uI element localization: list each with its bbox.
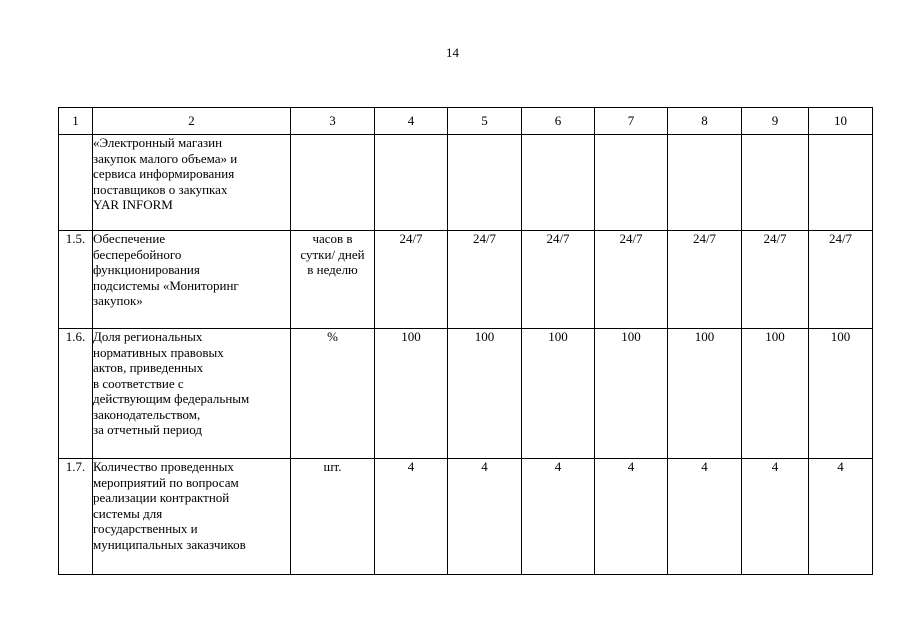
value-cell <box>595 135 668 231</box>
value-cell <box>375 135 448 231</box>
value-cell: 100 <box>809 329 873 459</box>
row-number: 1.6. <box>59 329 93 459</box>
indicator-name-line: YAR INFORM <box>93 197 173 212</box>
column-header: 2 <box>93 108 291 135</box>
indicator-name <box>93 231 291 329</box>
value-cell: 100 <box>375 329 448 459</box>
indicator-name-line: функционирования <box>93 262 200 277</box>
column-header: 9 <box>742 108 809 135</box>
value-cell <box>448 135 522 231</box>
indicator-name-line: поставщиков о закупках <box>93 181 228 197</box>
value-cell: 24/7 <box>522 231 595 329</box>
column-header: 6 <box>522 108 595 135</box>
value-cell: 4 <box>742 459 809 575</box>
indicator-name-line: системы для <box>93 505 163 521</box>
unit-cell <box>291 135 375 231</box>
indicator-name-line: бесперебойного <box>93 246 182 262</box>
value-cell: 4 <box>448 459 522 575</box>
indicator-name-line: «Электронный магазин <box>93 135 223 150</box>
row-number: 1.5. <box>59 231 93 329</box>
row-number: 1.7. <box>59 459 93 575</box>
unit-cell <box>291 459 375 575</box>
value-cell: 4 <box>668 459 742 575</box>
indicator-name <box>93 459 291 575</box>
indicator-name-line: закупок малого объема» и <box>93 150 238 166</box>
column-header: 4 <box>375 108 448 135</box>
indicator-name-line: законодательством, <box>93 406 201 422</box>
indicator-name-line: реализации контрактной <box>93 490 230 505</box>
value-cell <box>809 135 873 231</box>
unit-cell <box>291 231 375 329</box>
unit-cell <box>291 329 375 459</box>
value-cell: 4 <box>375 459 448 575</box>
column-header: 5 <box>448 108 522 135</box>
indicator-name-line: нормативных правовых <box>93 344 224 360</box>
column-header: 3 <box>291 108 375 135</box>
indicator-name-line: Доля региональных <box>93 329 203 344</box>
value-cell: 24/7 <box>742 231 809 329</box>
unit-line: часов в <box>312 231 353 246</box>
value-cell: 4 <box>809 459 873 575</box>
table-row <box>59 231 873 329</box>
value-cell: 24/7 <box>448 231 522 329</box>
indicator-name-line: за отчетный период <box>93 422 202 437</box>
indicator-name-line: действующим федеральным <box>93 391 250 406</box>
indicator-name-line: закупок» <box>93 293 143 308</box>
value-cell: 4 <box>522 459 595 575</box>
unit-line: % <box>327 329 338 344</box>
value-cell <box>668 135 742 231</box>
value-cell: 100 <box>668 329 742 459</box>
indicator-name <box>93 329 291 459</box>
unit-line: шт. <box>323 459 342 474</box>
indicator-name-line: в соответствие с <box>93 375 184 391</box>
value-cell <box>522 135 595 231</box>
indicator-name-line: Количество проведенных <box>93 459 234 474</box>
header-row <box>59 108 873 135</box>
value-cell: 4 <box>595 459 668 575</box>
value-cell: 100 <box>522 329 595 459</box>
indicator-name-line: сервиса информирования <box>93 166 235 181</box>
indicator-name-line: мероприятий по вопросам <box>93 474 239 490</box>
value-cell: 24/7 <box>595 231 668 329</box>
column-header: 7 <box>595 108 668 135</box>
indicators-table <box>58 107 873 575</box>
indicator-name-line: государственных и <box>93 521 198 536</box>
indicator-name-line: актов, приведенных <box>93 360 204 375</box>
page-number: 14 <box>446 45 459 60</box>
indicator-name <box>93 135 291 231</box>
value-cell: 100 <box>742 329 809 459</box>
column-header: 1 <box>59 108 93 135</box>
value-cell: 100 <box>448 329 522 459</box>
table-row <box>59 135 873 231</box>
value-cell: 24/7 <box>375 231 448 329</box>
column-header: 8 <box>668 108 742 135</box>
column-header: 10 <box>809 108 873 135</box>
unit-line: сутки/ дней <box>300 246 365 262</box>
value-cell: 100 <box>595 329 668 459</box>
indicator-name-line: муниципальных заказчиков <box>93 536 246 552</box>
indicator-name-line: подсистемы «Мониторинг <box>93 277 239 293</box>
value-cell <box>742 135 809 231</box>
unit-line: в неделю <box>307 262 358 277</box>
table-row <box>59 329 873 459</box>
table-row <box>59 459 873 575</box>
row-number <box>59 135 93 231</box>
value-cell: 24/7 <box>668 231 742 329</box>
value-cell: 24/7 <box>809 231 873 329</box>
indicator-name-line: Обеспечение <box>93 231 166 246</box>
